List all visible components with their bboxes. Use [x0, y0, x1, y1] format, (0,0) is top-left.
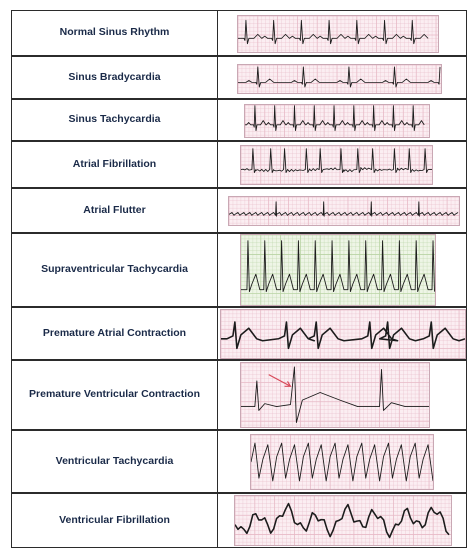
ecg-paper [221, 310, 465, 358]
ecg-strip-sinus-tachycardia [244, 104, 430, 138]
ecg-trace [251, 435, 433, 489]
column-divider [217, 494, 218, 547]
rhythm-row [11, 10, 467, 56]
rhythm-label: Supraventricular Tachycardia [41, 263, 188, 276]
rhythm-label: Ventricular Fibrillation [59, 513, 170, 526]
column-divider [217, 234, 218, 306]
ecg-strip-normal-sinus-rhythm [237, 15, 439, 53]
rhythm-label: Sinus Bradycardia [68, 70, 161, 83]
rhythm-row [11, 307, 467, 360]
column-divider [217, 11, 218, 55]
column-divider [217, 100, 218, 140]
ecg-trace [241, 363, 429, 427]
column-divider [217, 142, 218, 187]
ecg-trace [238, 16, 438, 52]
rhythm-row [11, 430, 467, 493]
ecg-trace [241, 235, 435, 305]
rhythm-row [11, 56, 467, 99]
ecg-strip-premature-atrial-contraction [220, 309, 466, 359]
rhythm-row [11, 141, 467, 188]
ecg-trace [245, 105, 429, 137]
rhythm-row [11, 99, 467, 141]
column-divider [217, 189, 218, 232]
rhythm-label: Atrial Fibrillation [72, 157, 157, 170]
column-divider [217, 57, 218, 98]
ecg-trace [241, 146, 432, 184]
rhythm-label: Normal Sinus Rhythm [59, 26, 170, 39]
ecg-paper [238, 65, 441, 93]
ecg-strip-atrial-flutter [228, 196, 460, 226]
ecg-strip-premature-ventricular-contraction [240, 362, 430, 428]
ecg-strip-supraventricular-tachycardia [240, 234, 436, 306]
rhythm-label: Atrial Flutter [83, 203, 146, 216]
column-divider [217, 361, 218, 429]
ecg-trace [221, 310, 465, 358]
rhythm-row [11, 233, 467, 307]
ecg-trace [238, 65, 441, 93]
ecg-strip-atrial-fibrillation [240, 145, 433, 185]
rhythm-label: Premature Ventricular Contraction [29, 388, 200, 401]
ecg-trace [235, 496, 451, 545]
ecg-strip-ventricular-tachycardia [250, 434, 434, 490]
rhythm-label: Premature Atrial Contraction [42, 326, 187, 339]
rhythm-row [11, 360, 467, 430]
ecg-paper [238, 16, 438, 52]
rhythm-row [11, 493, 467, 548]
ecg-paper [235, 496, 451, 545]
rhythm-row [11, 188, 467, 233]
rhythm-label: Ventricular Tachycardia [55, 454, 174, 467]
column-divider [217, 308, 218, 359]
column-divider [217, 431, 218, 492]
ecg-trace [229, 197, 459, 225]
ecg-strip-sinus-bradycardia [237, 64, 442, 94]
ecg-strip-ventricular-fibrillation [234, 495, 452, 546]
rhythm-label: Sinus Tachycardia [68, 113, 161, 126]
